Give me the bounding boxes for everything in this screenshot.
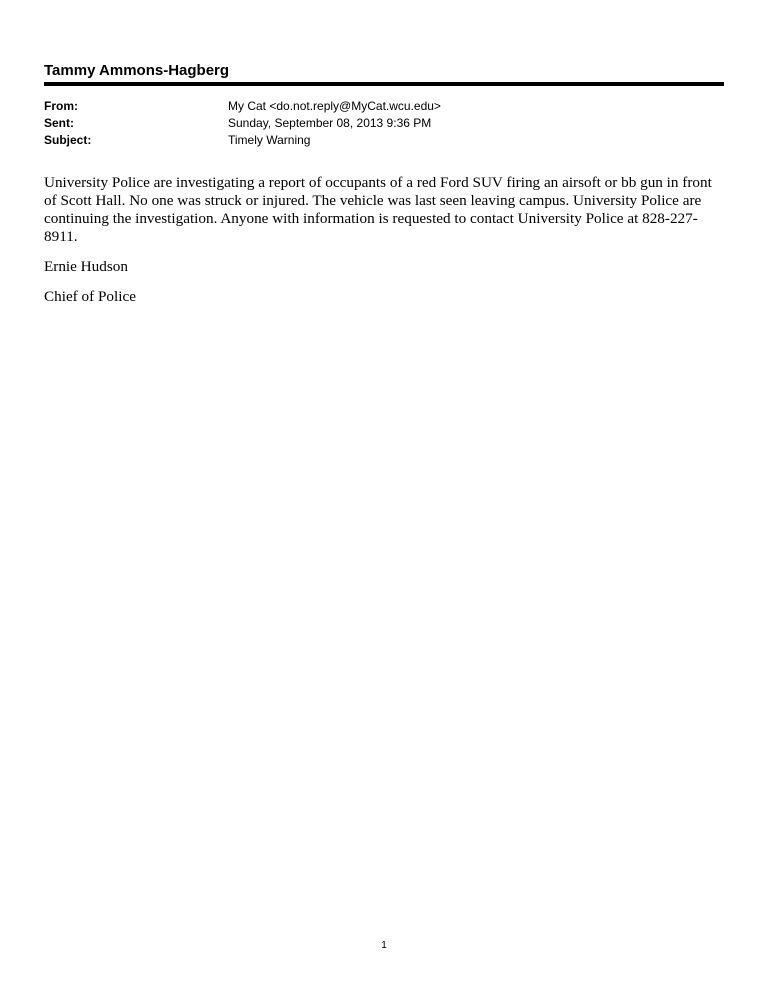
heading-divider — [44, 82, 724, 86]
subject-label: Subject: — [44, 133, 92, 147]
sender-name-heading: Tammy Ammons-Hagberg — [44, 62, 230, 79]
email-header — [44, 98, 441, 149]
signature-name: Ernie Hudson — [44, 258, 128, 275]
subject-value: Timely Warning — [228, 133, 311, 147]
body-paragraph: University Police are investigating a report of occupants of a red Ford SUV firing an airsoft or bb gun in front of Scott Hall. No one was struck or injured. The vehicle was last seen leaving campus. University Police are continuing the investigation. Anyone with information is requested to contact University Police at 828-227-8911. — [44, 174, 712, 245]
signature-title: Chief of Police — [44, 288, 136, 305]
from-value: My Cat <do.not.reply@MyCat.wcu.edu> — [228, 99, 441, 113]
subject-row — [44, 132, 441, 149]
sent-value: Sunday, September 08, 2013 9:36 PM — [228, 116, 432, 130]
page-number: 1 — [381, 940, 387, 951]
sent-label: Sent: — [44, 116, 74, 130]
email-body — [44, 174, 714, 318]
from-label: From: — [44, 99, 78, 113]
sent-row — [44, 115, 441, 132]
from-row — [44, 98, 441, 115]
